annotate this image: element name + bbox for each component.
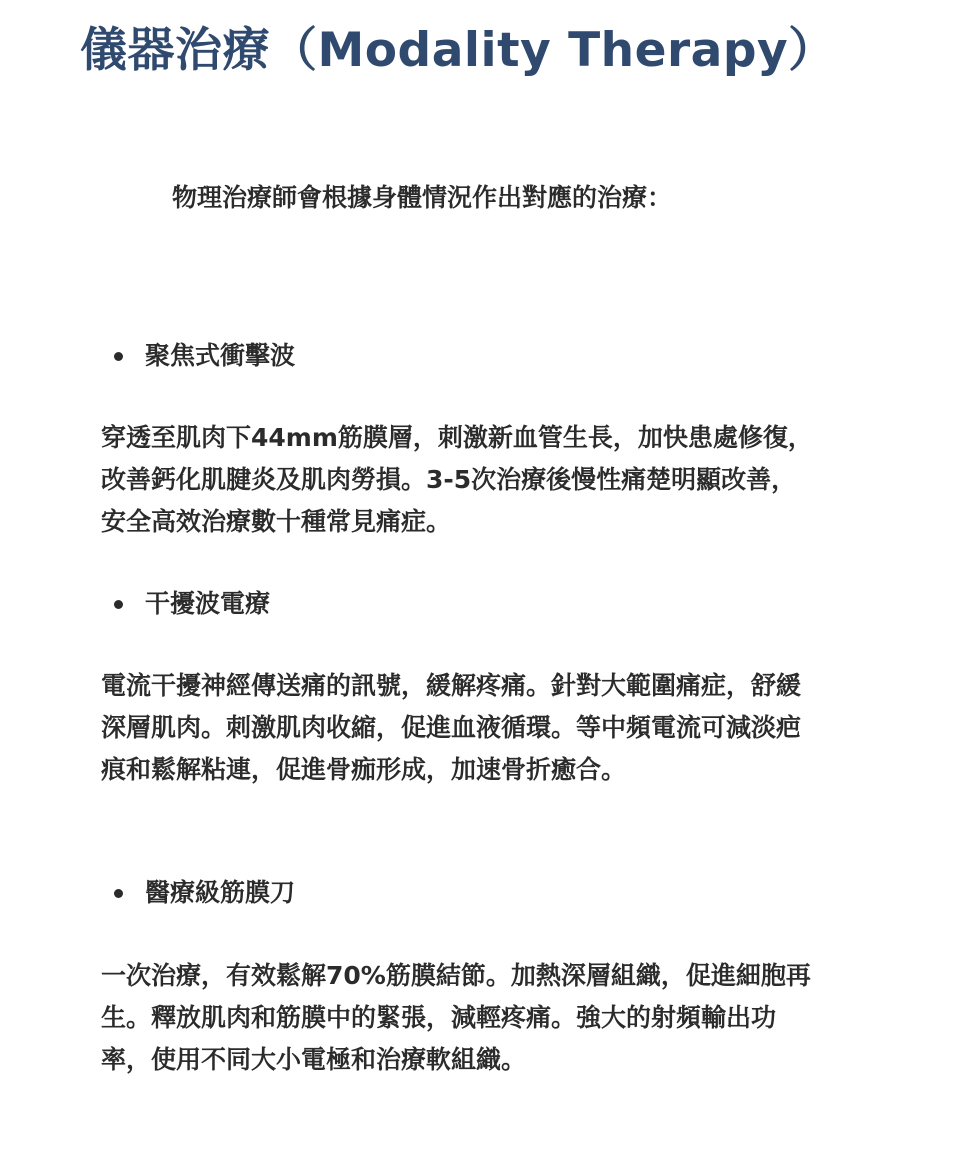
treatment-heading-label: 聚焦式衝擊波 [145, 341, 296, 370]
bullet-icon [114, 889, 123, 898]
bullet-icon [114, 352, 123, 361]
treatment-description-fascia-knife: 一次治療，有效鬆解70%筋膜結節。加熱深層組織，促進細胞再生。釋放肌肉和筋膜中的緊張，減輕疼痛。強大的射頻輸出功率，使用不同大小電極和治療軟組織。 [101, 961, 811, 1074]
treatment-heading-interferential [110, 584, 270, 624]
bullet-icon [114, 600, 123, 609]
page-title: 儀器治療（Modality Therapy） [80, 23, 836, 78]
intro-text: 物理治療師會根據身體情況作出對應的治療： [172, 183, 673, 212]
treatment-heading-label: 醫療級筋膜刀 [145, 878, 296, 907]
treatment-heading-label: 干擾波電療 [145, 589, 271, 618]
treatment-description-shockwave: 穿透至肌肉下44mm筋膜層，刺激新血管生長，加快患處修復，改善鈣化肌腱炎及肌肉勞損。3-5次治療後慢性痛楚明顯改善，安全高效治療數十種常見痛症。 [101, 423, 813, 536]
treatment-description-interferential: 電流干擾神經傳送痛的訊號，緩解疼痛。針對大範圍痛症，舒緩深層肌肉。刺激肌肉收縮，促進血液循環。等中頻電流可減淡疤痕和鬆解粘連，促進骨痂形成，加速骨折癒合。 [101, 671, 802, 784]
treatment-heading-fascia-knife [110, 873, 295, 913]
treatment-heading-shockwave [110, 336, 295, 376]
